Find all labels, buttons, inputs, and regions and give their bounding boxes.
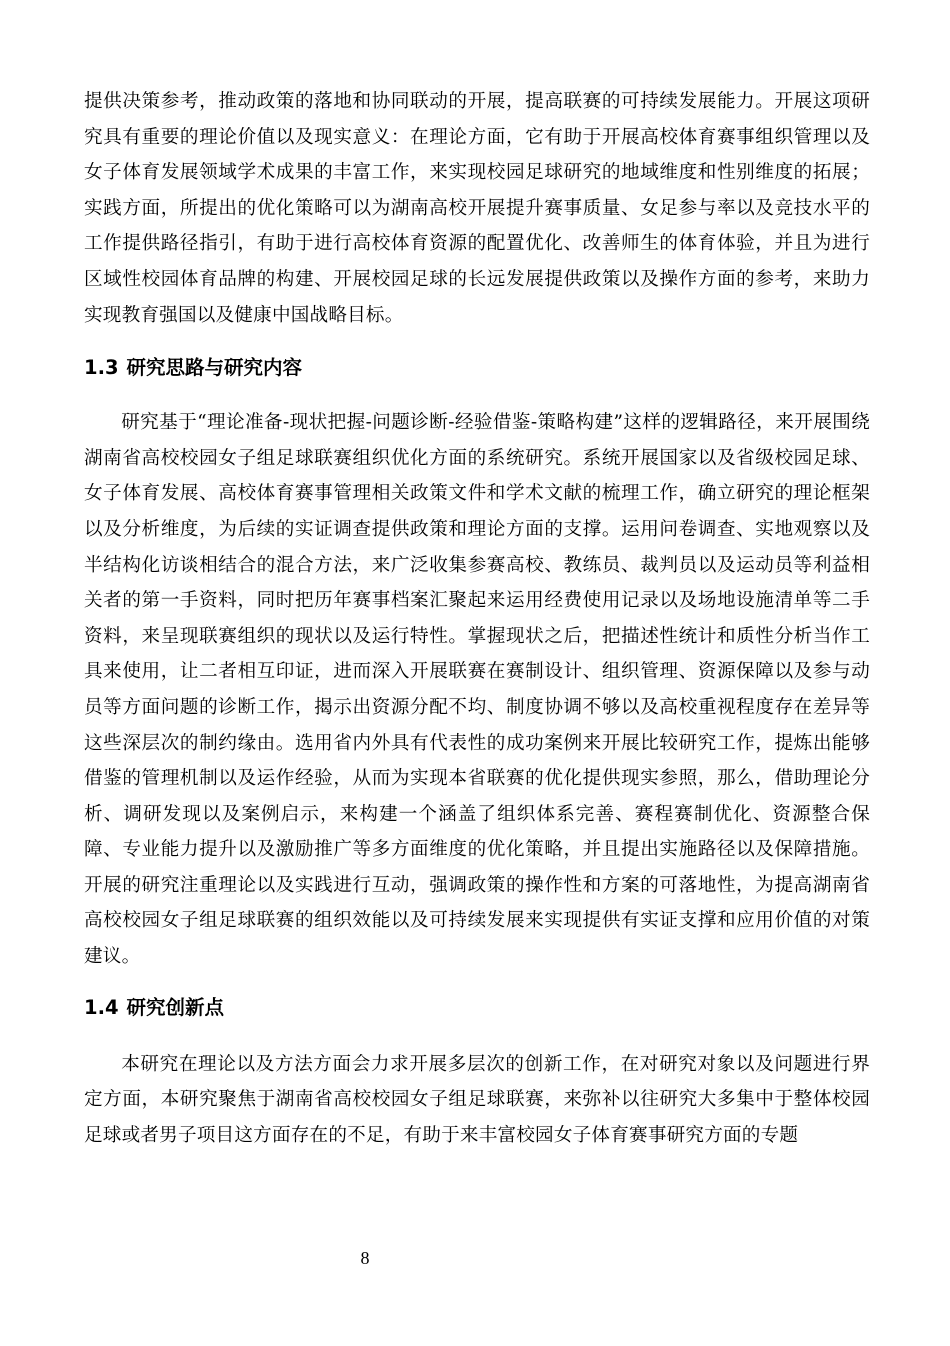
paragraph-innovation: 本研究在理论以及方法方面会力求开展多层次的创新工作，在对研究对象以及问题进行界定方面，本研究聚焦于湖南省高校校园女子组足球联赛，来弥补以往研究大多集中于整体校园足球或者男子项目这方面存在的不足，有助于来丰富校园女子体育赛事研究方面的专题	[84, 1053, 870, 1146]
section-heading-1-4	[84, 993, 870, 1023]
page-content	[84, 84, 870, 1153]
page-number: 8	[360, 1248, 370, 1268]
section-title: 研究创新点	[126, 995, 225, 1019]
section-heading-1-3	[84, 353, 870, 383]
paragraph-research-significance: 提供决策参考，推动政策的落地和协同联动的开展，提高联赛的可持续发展能力。开展这项研究具有重要的理论价值以及现实意义：在理论方面，它有助于开展高校体育赛事组织管理以及女子体育发展领域学术成果的丰富工作，来实现校园足球研究的地域维度和性别维度的拓展；实践方面，所提出的优化策略可以为湖南高校开展提升赛事质量、女足参与率以及竞技水平的工作提供路径指引，有助于进行高校体育资源的配置优化、改善师生的体育体验，并且为进行区域性校园体育品牌的构建、开展校园足球的长远发展提供政策以及操作方面的参考，来助力实现教育强国以及健康中国战略目标。	[84, 91, 870, 326]
section-number: 1.3	[84, 356, 119, 380]
section-title: 研究思路与研究内容	[126, 356, 303, 380]
paragraph-research-approach: 研究基于“理论准备-现状把握-问题诊断-经验借鉴-策略构建”这样的逻辑路径，来开展围绕湖南省高校校园女子组足球联赛组织优化方面的系统研究。系统开展国家以及省级校园足球、女子体育发展、高校体育赛事管理相关政策文件和学术文献的梳理工作，确立研究的理论框架以及分析维度，为后续的实证调查提供政策和理论方面的支撑。运用问卷调查、实地观察以及半结构化访谈相结合的混合方法，来广泛收集参赛高校、教练员、裁判员以及运动员等利益相关者的第一手资料，同时把历年赛事档案汇聚起来运用经费使用记录以及场地设施清单等二手资料，来呈现联赛组织的现状以及运行特性。掌握现状之后，把描述性统计和质性分析当作工具来使用，让二者相互印证，进而深入开展联赛在赛制设计、组织管理、资源保障以及参与动员等方面问题的诊断工作，揭示出资源分配不均、制度协调不够以及高校重视程度存在差异等这些深层次的制约缘由。选用省内外具有代表性的成功案例来开展比较研究工作，提炼出能够借鉴的管理机制以及运作经验，从而为实现本省联赛的优化提供现实参照，那么，借助理论分析、调研发现以及案例启示，来构建一个涵盖了组织体系完善、赛程赛制优化、资源整合保障、专业能力提升以及激励推广等多方面维度的优化策略，并且提出实施路径以及保障措施。开展的研究注重理论以及实践进行互动，强调政策的操作性和方案的可落地性，为提高湖南省高校校园女子组足球联赛的组织效能以及可持续发展来实现提供有实证支撑和应用价值的对策建议。	[84, 412, 870, 968]
section-number: 1.4	[84, 995, 119, 1019]
